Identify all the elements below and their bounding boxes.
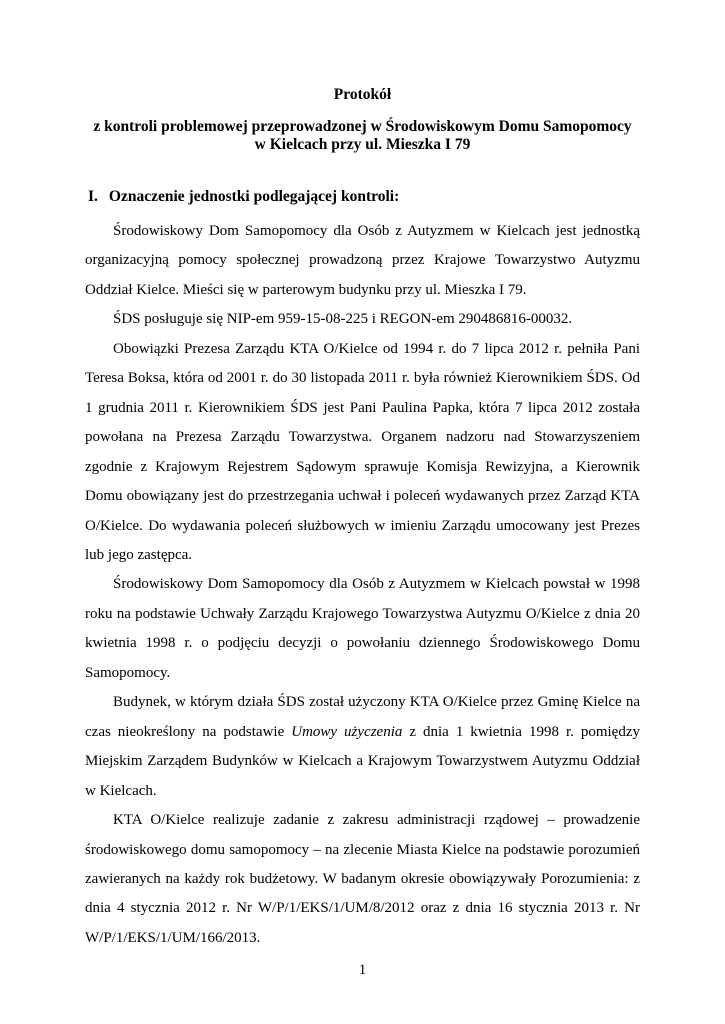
section-heading (85, 188, 640, 206)
paragraph-founding: Środowiskowy Dom Samopomocy dla Osób z Autyzmem w Kielcach powstał w 1998 roku na podstawie Uchwały Zarządu Krajowego Towarzystwa Autyzmu O/Kielce z dnia 20 kwietnia 1998 r. o podjęciu decyzji o powołaniu dziennego Środowiskowego Domu Samopomocy. (85, 576, 640, 681)
paragraph-nip-regon: ŚDS posługuje się NIP-em 959-15-08-225 i REGON-em 290486816-00032. (113, 311, 573, 328)
section-title: Oznaczenie jednostki podlegającej kontroli: (108, 188, 400, 205)
document-subtitle (85, 118, 640, 154)
paragraph-unit-description: Środowiskowy Dom Samopomocy dla Osób z Autyzmem w Kielcach jest jednostką organizacyjną pomocy społecznej prowadzoną przez Krajowe Towarzystwo Autyzmu Oddział Kielce. Mieści się w parterowym budynku przy ul. Mieszka I 79. (85, 223, 640, 298)
page-number: 1 (358, 962, 367, 978)
document-body (85, 217, 640, 953)
paragraph-building-agreement-italic-term: Umowy użyczenia (291, 723, 403, 740)
document-title: Protokół (333, 86, 392, 103)
document-subtitle-line1: z kontroli problemowej przeprowadzonej w Środowiskowym Domu Samopomocy (93, 118, 632, 135)
paragraph-building-agreement (85, 688, 640, 806)
paragraph-task-agreements: KTA O/Kielce realizuje zadanie z zakresu administracji rządowej – prowadzenie środowiskowego domu samopomocy – na zlecenie Miasta Kielce na podstawie porozumień zawieranych na każdy rok budżetowy. W badanym okresie obowiązywały Porozumienia: z dnia 4 stycznia 2012 r. Nr W/P/1/EKS/1/UM/8/2012 oraz z dnia 16 stycznia 2013 r. Nr W/P/1/EKS/1/UM/166/2013. (85, 812, 640, 946)
section-number: I. (88, 188, 98, 205)
paragraph-building-agreement-text-before: Budynek, w którym działa ŚDS został użyczony KTA O/Kielce przez Gminę Kielce na czas nieokreślony na podstawie (85, 694, 640, 740)
document-subtitle-line2: w Kielcach przy ul. Mieszka I 79 (254, 136, 471, 153)
paragraph-building-agreement-text-after: z dnia 1 kwietnia 1998 r. pomiędzy Miejskim Zarządem Budynków w Kielcach a Krajowym Towarzystwem Autyzmu Oddział w Kielcach. (85, 723, 640, 799)
paragraph-management-history: Obowiązki Prezesa Zarządu KTA O/Kielce od 1994 r. do 7 lipca 2012 r. pełniła Pani Teresa Boksa, która od 2001 r. do 30 listopada 2011 r. była również Kierownikiem ŚDS. Od 1 grudnia 2011 r. Kierownikiem ŚDS jest Pani Paulina Papka, która 7 lipca 2012 została powołana na Prezesa Zarządu Towarzystwa. Organem nadzoru nad Stowarzyszeniem zgodnie z Krajowym Rejestrem Sądowym sprawuje Komisja Rewizyjna, a Kierownik Domu obowiązany jest do przestrzegania uchwał i poleceń wydawanych przez Zarząd KTA O/Kielce. Do wydawania poleceń służbowych w imieniu Zarządu umocowany jest Prezes lub jego zastępca. (85, 340, 640, 563)
